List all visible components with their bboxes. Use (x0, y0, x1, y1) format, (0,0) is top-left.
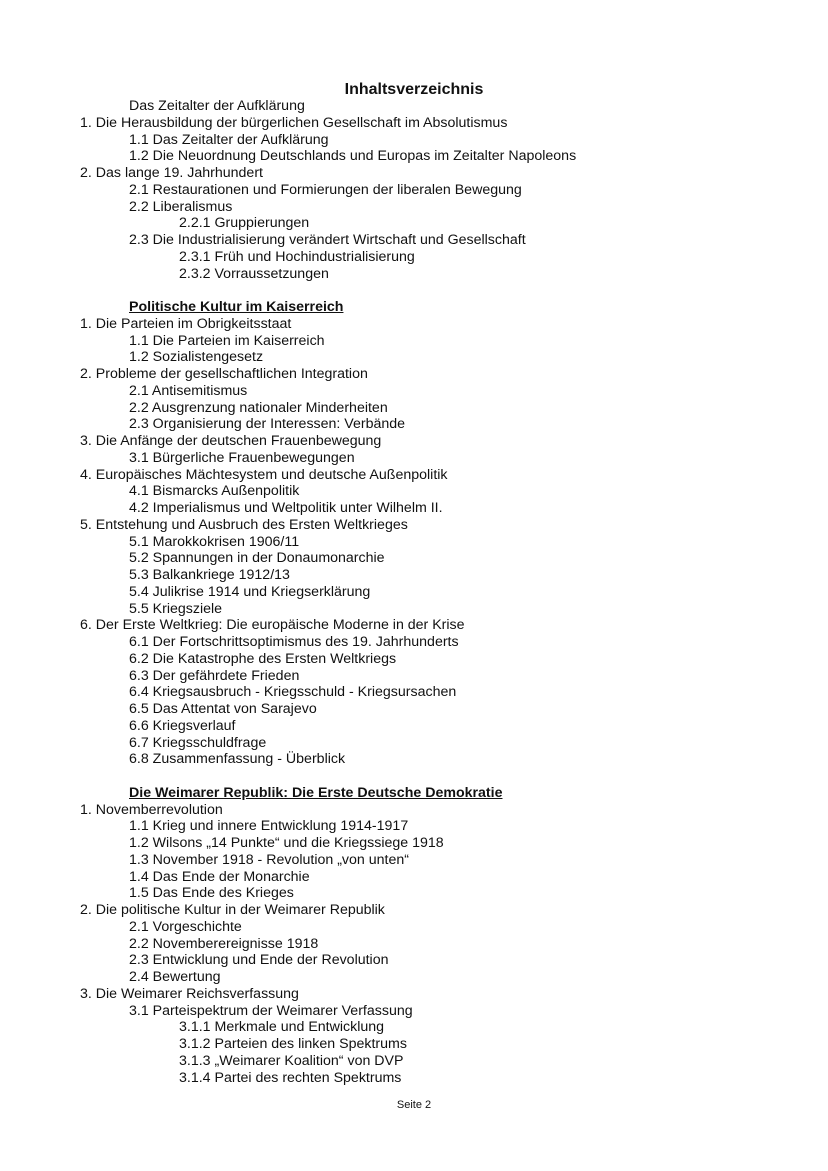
toc-entry: 3.1 Parteispektrum der Weimarer Verfassung (129, 1002, 413, 1019)
toc-entry: 6.6 Kriegsverlauf (129, 717, 236, 734)
toc-entry: 3.1.1 Merkmale und Entwicklung (179, 1019, 385, 1036)
toc-entry: 2.2 Ausgrenzung nationaler Minderheiten (129, 399, 388, 416)
toc-entry: 4. Europäisches Mächtesystem und deutsche Außenpolitik (80, 466, 448, 483)
toc-entry: 4.2 Imperialismus und Weltpolitik unter Wilhelm II. (129, 500, 443, 516)
toc-entry: 6.2 Die Katastrophe des Ersten Weltkriegs (129, 650, 397, 667)
toc-entry: 5.4 Julikrise 1914 und Kriegserklärung (129, 583, 371, 600)
toc-entry: 2. Probleme der gesellschaftlichen Integration (80, 366, 368, 382)
toc-entry: 1. Die Herausbildung der bürgerlichen Gesellschaft im Absolutismus (80, 114, 508, 131)
toc-entry: 3.1.4 Partei des rechten Spektrums (179, 1069, 402, 1086)
toc-title (0, 80, 828, 100)
toc-entry: 1. Novemberrevolution (80, 801, 223, 818)
toc-entry: 2.2 Liberalismus (129, 198, 233, 215)
toc-entry: 3.1.2 Parteien des linken Spektrums (179, 1036, 407, 1052)
page-number: Seite 2 (396, 1099, 432, 1111)
toc-entry: 3.1 Bürgerliche Frauenbewegungen (129, 449, 355, 466)
section-heading: Politische Kultur im Kaiserreich (129, 299, 344, 315)
toc-entry: 1.5 Das Ende des Krieges (129, 885, 294, 902)
toc-entry: 1.2 Die Neuordnung Deutschlands und Europas im Zeitalter Napoleons (129, 148, 577, 165)
toc-entry: 1.2 Sozialistengesetz (129, 349, 264, 366)
toc-entry: 6.7 Kriegsschuldfrage (129, 734, 267, 751)
toc-entry: 6.1 Der Fortschrittsoptimismus des 19. Jahrhunderts (129, 634, 459, 650)
toc-entry: 1.3 November 1918 - Revolution „von unten“ (129, 851, 409, 868)
toc-entry: Das Zeitalter der Aufklärung (129, 98, 305, 114)
toc-entry: 1.4 Das Ende der Monarchie (129, 868, 310, 885)
toc-entry: 2.4 Bewertung (129, 969, 221, 985)
toc-entry: 2. Die politische Kultur in der Weimarer Republik (80, 902, 385, 918)
toc-entry: 5. Entstehung und Ausbruch des Ersten Weltkrieges (80, 516, 408, 533)
toc-entry: 2.2 Novemberereignisse 1918 (129, 935, 319, 952)
toc-entry: 3. Die Anfänge der deutschen Frauenbewegung (80, 433, 382, 449)
toc-entry: 2.1 Restaurationen und Formierungen der liberalen Bewegung (129, 181, 522, 198)
toc-entry: 3.1.3 „Weimarer Koalition“ von DVP (179, 1052, 404, 1069)
toc-entry: 2.3 Entwicklung und Ende der Revolution (129, 952, 389, 969)
toc-entry: 1.1 Krieg und innere Entwicklung 1914-1917 (129, 818, 409, 835)
toc-entry: 3. Die Weimarer Reichsverfassung (80, 985, 299, 1002)
toc-entry: 2.3.2 Vorraussetzungen (179, 265, 329, 282)
toc-entry: 1.1 Das Zeitalter der Aufklärung (129, 131, 329, 148)
toc-entry: 6.3 Der gefährdete Frieden (129, 667, 300, 684)
toc-entry: 6.4 Kriegsausbruch - Kriegsschuld - Kriegsursachen (129, 684, 457, 701)
toc-entry: 2.1 Vorgeschichte (129, 918, 242, 935)
toc-entry: 5.3 Balkankriege 1912/13 (129, 567, 290, 583)
toc-entry: 5.5 Kriegsziele (129, 600, 223, 617)
section-heading: Die Weimarer Republik: Die Erste Deutsche Demokratie (129, 784, 503, 801)
toc-entry: 2.3 Die Industrialisierung verändert Wirtschaft und Gesellschaft (129, 232, 526, 248)
toc-entry: 1.2 Wilsons „14 Punkte“ und die Kriegssiege 1918 (129, 835, 444, 851)
toc-entry: 2.1 Antisemitismus (129, 382, 248, 399)
toc-entry: 6. Der Erste Weltkrieg: Die europäische Moderne in der Krise (80, 617, 465, 634)
toc-entry: 6.8 Zusammenfassung - Überblick (129, 751, 346, 768)
toc-entry: 6.5 Das Attentat von Sarajevo (129, 701, 317, 717)
toc-entry: 2.3 Organisierung der Interessen: Verbände (129, 416, 406, 433)
page-footer (0, 1098, 828, 1112)
toc-entry: 1.1 Die Parteien im Kaiserreich (129, 332, 325, 349)
toc-entry: 2.2.1 Gruppierungen (179, 215, 310, 232)
toc-entry: 2. Das lange 19. Jahrhundert (80, 165, 263, 181)
toc-entry: 1. Die Parteien im Obrigkeitsstaat (80, 315, 292, 332)
toc-entry: 5.1 Marokkokrisen 1906/11 (129, 533, 300, 550)
toc-title-text: Inhaltsverzeichnis (344, 81, 484, 98)
toc-entry: 4.1 Bismarcks Außenpolitik (129, 483, 300, 500)
toc-entry: 2.3.1 Früh und Hochindustrialisierung (179, 248, 415, 265)
toc-entry: 5.2 Spannungen in der Donaumonarchie (129, 550, 385, 567)
